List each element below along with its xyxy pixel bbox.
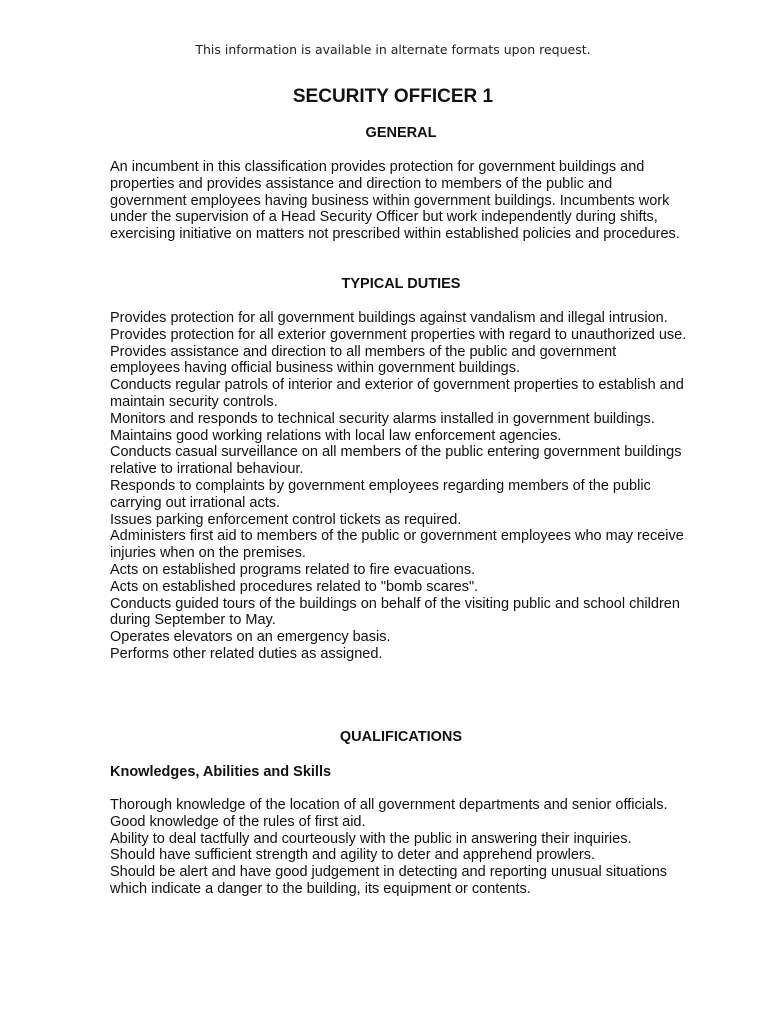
duty-item: Issues parking enforcement control tickets as required. [110,511,462,528]
qualifications-heading: QUALIFICATIONS [339,729,463,745]
typical-duties-list [110,310,690,663]
qualification-item: Should have sufficient strength and agility to deter and apprehend prowlers. [110,847,595,864]
general-section [110,159,690,243]
duty-item: Acts on established programs related to fire evacuations. [110,561,476,578]
duty-item: Monitors and responds to technical security alarms installed in government buildings. [110,410,655,427]
knowledges-subheading: Knowledges, Abilities and Skills [110,764,332,780]
duty-item: Provides protection for all government buildings against vandalism and illegal intrusion. [110,310,668,326]
duty-item: Maintains good working relations with local law enforcement agencies. [110,427,562,444]
duty-item: Performs other related duties as assigned. [110,645,383,662]
duty-item: Provides protection for all exterior government properties with regard to unauthorized use. [110,326,687,343]
typical-duties-heading: TYPICAL DUTIES [341,276,461,292]
duty-item: Conducts guided tours of the buildings on behalf of the visiting public and school children during September to May. [110,595,680,629]
duty-item: Conducts casual surveillance on all members of the public entering government buildings relative to irrational behaviour. [110,444,682,478]
alternate-formats-notice: This information is available in alternate formats upon request. [195,42,591,57]
duty-item: Operates elevators on an emergency basis. [110,629,391,646]
duty-item: Acts on established procedures related to "bomb scares". [110,578,479,595]
qualification-item: Should be alert and have good judgement in detecting and reporting unusual situations which indicate a danger to the building, its equipment or contents. [110,864,668,897]
qualifications-list [110,797,690,898]
duty-item: Responds to complaints by government employees regarding members of the public carrying out irrational acts. [110,477,651,511]
duty-item: Conducts regular patrols of interior and exterior of government properties to establish and maintain security controls. [110,377,684,410]
general-paragraph: An incumbent in this classification provides protection for government buildings and properties and provides assistance and direction to members of the public and government employees having business within government buildings. Incumbents work under the supervision of a Head Security Officer but work independently during shifts, exercising initiative on matters not prescribed within established policies and procedures. [110,159,680,243]
page-title: SECURITY OFFICER 1 [292,86,494,107]
duty-item: Provides assistance and direction to all members of the public and government employees having official business within government buildings. [110,343,617,377]
qualification-item: Ability to deal tactfully and courteously with the public in answering their inquiries. [110,830,632,847]
duty-item: Administers first aid to members of the public or government employees who may receive injuries when on the premises. [110,528,684,562]
qualification-item: Good knowledge of the rules of first aid. [110,813,366,830]
qualification-item: Thorough knowledge of the location of all government departments and senior officials. [110,797,668,813]
general-heading: GENERAL [365,125,437,141]
